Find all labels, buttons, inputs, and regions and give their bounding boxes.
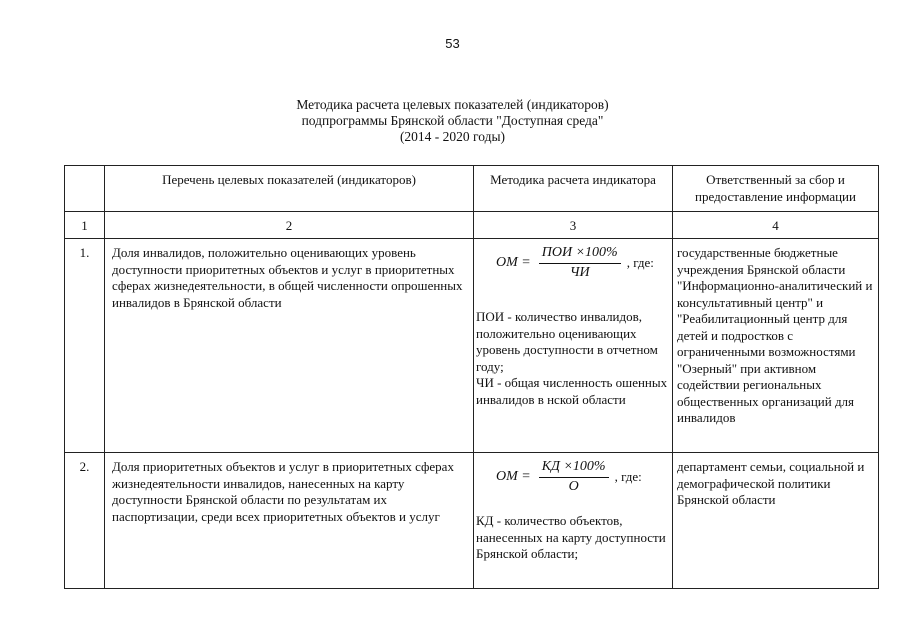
row-number: 2.: [65, 453, 105, 589]
title-line-1: Методика расчета целевых показателей (индикаторов): [296, 97, 609, 112]
title-line-3: (2014 - 2020 годы): [399, 129, 506, 144]
formula-lhs: ОМ =: [496, 254, 531, 270]
document-title: [0, 97, 905, 145]
indicator-text: Доля инвалидов, положительно оценивающих уровень доступности приоритетных объектов и услуг в приоритетных сферах жизнедеятельности, в общей численности опрошенных инвалидов в Брянской области: [105, 239, 474, 453]
formula: [496, 245, 670, 281]
table-row: [65, 453, 879, 589]
definition-text: ЧИ - общая численность ошенных инвалидов в нской области: [476, 375, 668, 407]
column-number-row: [65, 212, 879, 239]
header-number: [65, 166, 105, 212]
formula-tail: , где:: [626, 254, 654, 270]
responsible-text: департамент семьи, социальной и демографической политики Брянской области: [673, 453, 879, 589]
method-cell: [474, 453, 673, 589]
definition-text: ПОИ - количество инвалидов, положительно оценивающих уровень доступности в отчетном году;: [476, 309, 658, 374]
table-row: [65, 239, 879, 453]
header-indicators: Перечень целевых показателей (индикаторов): [105, 166, 474, 212]
indicator-text: Доля приоритетных объектов и услуг в приоритетных сферах жизнедеятельности инвалидов, нанесенных на карту доступности Брянской области по результатам их паспортизации, среди всех приоритетных объектов и услуг: [105, 453, 474, 589]
formula: [496, 459, 670, 495]
row-number: 1.: [65, 239, 105, 453]
column-number: 3: [474, 212, 673, 239]
title-line-2: подпрограммы Брянской области "Доступная среда": [301, 113, 604, 128]
page-number: 53: [445, 36, 460, 51]
indicators-table: [64, 165, 879, 589]
table-header-row: [65, 166, 879, 212]
formula-denominator: О: [568, 478, 579, 494]
definition-text: КД - количество объектов, нанесенных на карту доступности Брянской области;: [476, 513, 666, 561]
formula-fraction: [539, 245, 621, 281]
column-number: 2: [105, 212, 474, 239]
header-method: Методика расчета индикатора: [474, 166, 673, 212]
formula-numerator: ПОИ ×100%: [539, 245, 621, 264]
formula-denominator: ЧИ: [569, 264, 590, 280]
responsible-text: государственные бюджетные учреждения Брянской области "Информационно-аналитический и консультативный центр" и "Реабилитационный центр для детей и подростков с ограниченными возможностями "Озерный" при активном содействии региональных общественных организаций для инвалидов: [673, 239, 879, 453]
formula-fraction: [539, 459, 609, 495]
formula-tail: , где:: [614, 468, 642, 484]
column-number: 4: [673, 212, 879, 239]
formula-lhs: ОМ =: [496, 468, 531, 484]
formula-definitions: [476, 309, 670, 408]
formula-definitions: [476, 513, 670, 563]
method-cell: [474, 239, 673, 453]
formula-numerator: КД ×100%: [539, 459, 609, 478]
header-responsible: Ответственный за сбор и предоставление информации: [673, 166, 879, 212]
column-number: 1: [65, 212, 105, 239]
